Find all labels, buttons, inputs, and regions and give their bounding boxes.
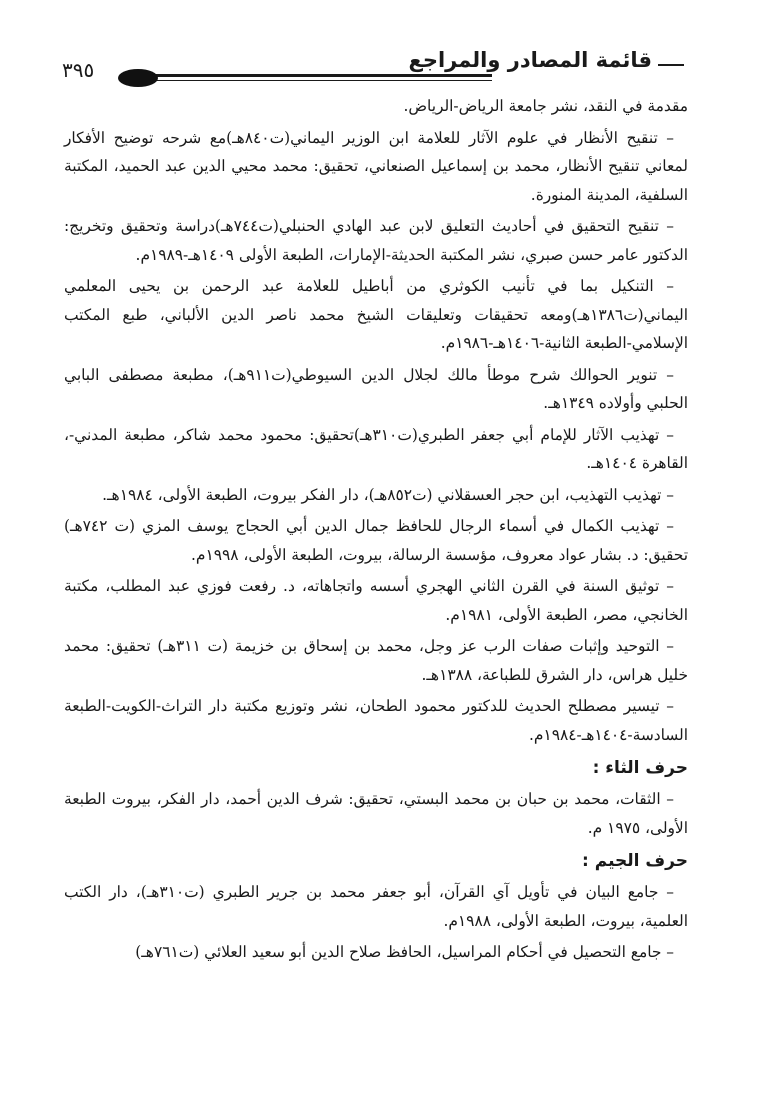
bibliography-entry: – تهذيب الكمال في أسماء الرجال للحافظ جمال الدين أبي الحجاج يوسف المزي (ت ٧٤٢هـ) تحقيق: د. بشار عواد معروف، مؤسسة الرسالة، بيروت، الطبعة الأولى، ١٩٩٨م. [64, 517, 688, 564]
bibliography-entry: – التوحيد وإثبات صفات الرب عز وجل، محمد بن إسحاق بن خزيمة (ت ٣١١هـ) تحقيق: محمد خليل هراس، دار الشرق للطباعة، ١٣٨٨هـ. [64, 637, 688, 684]
section-heading-jim: حرف الجيم : [582, 851, 688, 871]
running-title: قائمة المصادر والمراجع [408, 48, 652, 72]
bibliography-entry: مقدمة في النقد، نشر جامعة الرياض-الرياض. [403, 97, 688, 115]
bibliography-entry: – تنقيح التحقيق في أحاديث التعليق لابن عبد الهادي الحنبلي(ت٧٤٤هـ)دراسة وتحقيق وتخريج: الدكتور عامر حسن صبري، نشر المكتبة الحديثة-الإمارات، الطبعة الأولى ١٤٠٩هـ-١٩٨٩م. [64, 217, 688, 264]
header-dash-ornament [658, 64, 684, 66]
bibliography-body [64, 92, 688, 970]
header-rule-thick [140, 74, 492, 77]
header-rule-thin [140, 80, 492, 81]
bibliography-entry: – تنوير الحوالك شرح موطأ مالك لجلال الدين السيوطي(ت٩١١هـ)، مطبعة مصطفى البابي الحلبي وأولاده ١٣٤٩هـ. [64, 365, 688, 412]
section-heading-tha: حرف الثاء : [592, 758, 688, 778]
bibliography-entry: – الثقات، محمد بن حبان بن محمد البستي، تحقيق: شرف الدين أحمد، دار الفكر، بيروت الطبعة الأولى، ١٩٧٥ م. [64, 790, 688, 837]
bibliography-entry: – التنكيل بما في تأنيب الكوثري من أباطيل للعلامة عبد الرحمن بن يحيى المعلمي اليماني(ت١٣٨٦هـ)ومعه تحقيقات وتعليقات الشيخ محمد ناصر الدين الألباني، طبع المكتب الإسلامي-الطبعة الثانية-١٤٠٦هـ-١٩٨٦م. [64, 277, 688, 352]
bibliography-entry: – جامع البيان في تأويل آي القرآن، أبو جعفر محمد بن جرير الطبري (ت٣١٠هـ)، دار الكتب العلمية، بيروت، الطبعة الأولى، ١٩٨٨م. [64, 883, 688, 930]
page-number: ٣٩٥ [62, 58, 95, 82]
bibliography-entry: – تهذيب التهذيب، ابن حجر العسقلاني (ت٨٥٢هـ)، دار الفكر بيروت، الطبعة الأولى، ١٩٨٤هـ. [102, 485, 674, 504]
bibliography-entry: – تيسير مصطلح الحديث للدكتور محمود الطحان، نشر وتوزيع مكتبة دار التراث-الكويت-الطبعة السادسة-١٤٠٤هـ-١٩٨٤م. [64, 697, 688, 744]
bibliography-entry: – جامع التحصيل في أحكام المراسيل، الحافظ صلاح الدين أبو سعيد العلائي (ت٧٦١هـ) [135, 943, 674, 961]
page-header [62, 44, 684, 90]
page-number-ornament [118, 69, 158, 87]
bibliography-entry: – توثيق السنة في القرن الثاني الهجري أسسه واتجاهاته، د. رفعت فوزي عبد المطلب، مكتبة الخانجي، مصر، الطبعة الأولى، ١٩٨١م. [64, 577, 688, 624]
bibliography-entry: – تهذيب الآثار للإمام أبي جعفر الطبري(ت٣١٠هـ)تحقيق: محمود محمد شاكر، مطبعة المدني-، القاهرة ١٤٠٤هـ. [64, 425, 688, 472]
bibliography-entry: – تنقيح الأنظار في علوم الآثار للعلامة ابن الوزير اليماني(ت٨٤٠هـ)مع شرحه توضيح الأفكار لمعاني تنقيح الأنظار، محمد بن إسماعيل الصنعاني، تحقيق: محمد محيي الدين عبد الحميد، المكتبة السلفية، المدينة المنورة. [64, 128, 688, 204]
